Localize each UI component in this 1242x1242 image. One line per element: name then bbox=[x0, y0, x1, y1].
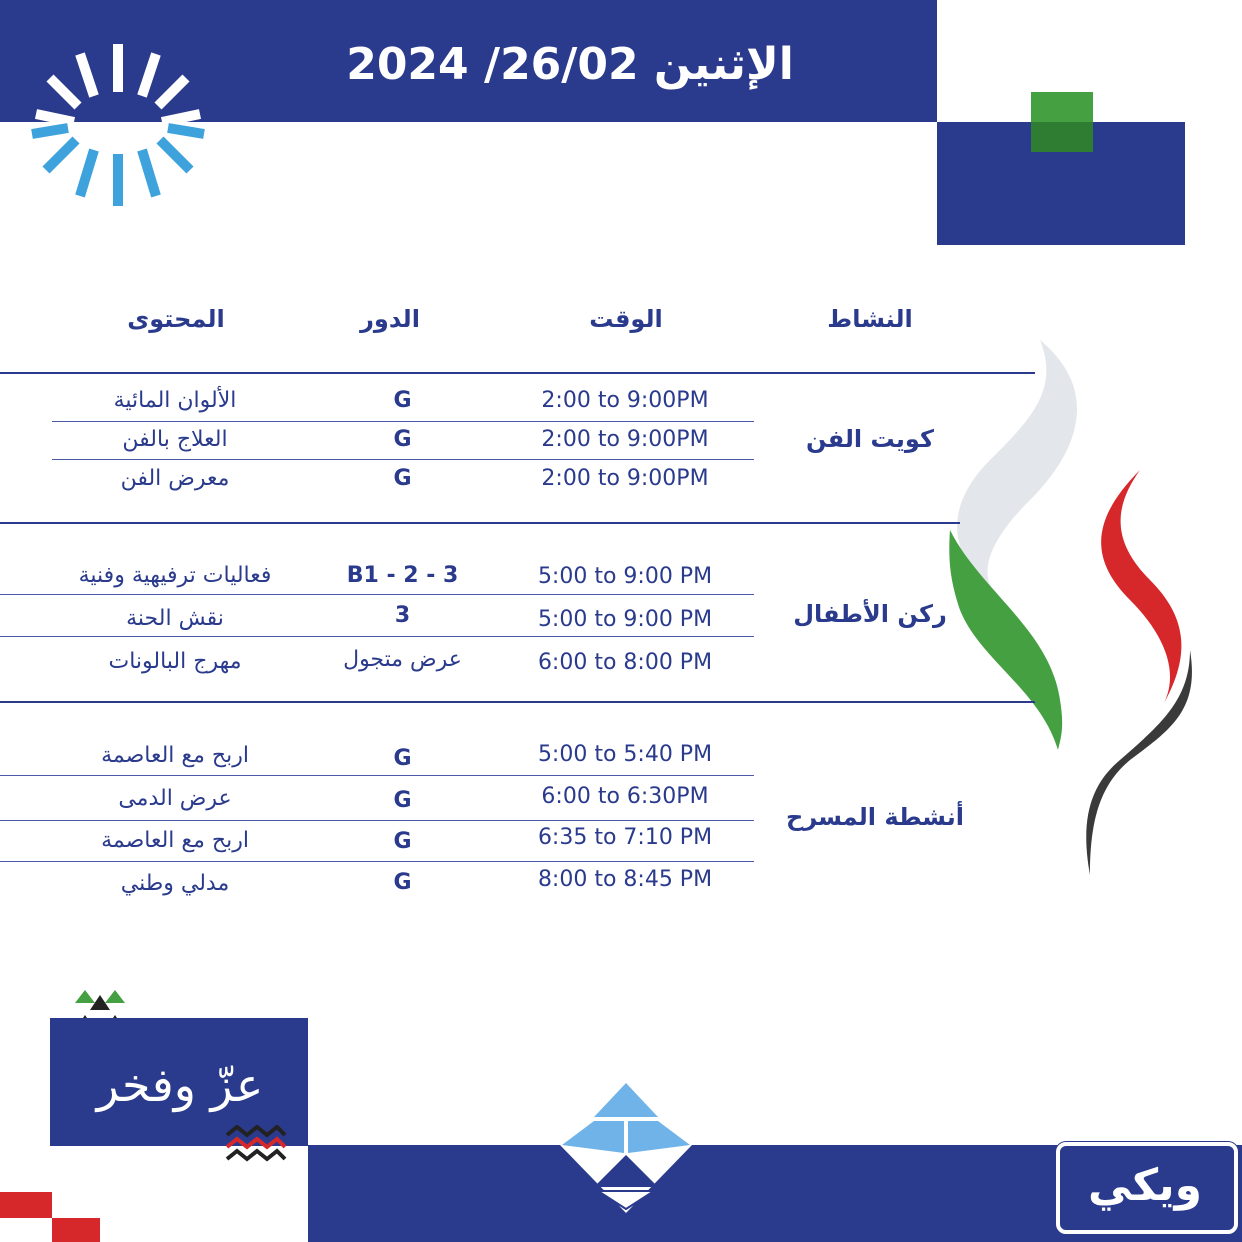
row-divider bbox=[0, 775, 754, 776]
cell-content: معرض الفن bbox=[120, 466, 230, 491]
cell-time: 5:00 to 9:00 PM bbox=[537, 564, 713, 589]
cell-content: اربح مع العاصمة bbox=[101, 828, 249, 853]
cell-time: 5:00 to 5:40 PM bbox=[537, 742, 713, 767]
cell-time: 5:00 to 9:00 PM bbox=[537, 607, 713, 632]
cell-time: 6:00 to 8:00 PM bbox=[537, 650, 713, 675]
cell-floor: عرض متجول bbox=[343, 647, 462, 672]
section-divider bbox=[0, 372, 1035, 374]
section-divider bbox=[0, 522, 960, 524]
cell-content: فعاليات ترفيهية وفنية bbox=[78, 563, 272, 588]
cell-content: اربح مع العاصمة bbox=[101, 743, 249, 768]
row-divider bbox=[0, 594, 754, 595]
column-content: المحتوى bbox=[127, 305, 225, 333]
cell-content: عرض الدمى bbox=[118, 786, 232, 811]
row-divider bbox=[52, 421, 754, 422]
cell-floor: G bbox=[393, 788, 412, 813]
flag-flame-decoration bbox=[940, 330, 1210, 890]
activity-label: أنشطة المسرح bbox=[786, 803, 964, 831]
cell-content: مهرج البالونات bbox=[108, 649, 242, 674]
column-activity: النشاط bbox=[827, 305, 913, 333]
cell-floor: B1 - 2 - 3 bbox=[346, 563, 459, 588]
column-time: الوقت bbox=[589, 305, 663, 333]
cell-time: 6:00 to 6:30PM bbox=[541, 784, 709, 809]
cell-time: 2:00 to 9:00PM bbox=[541, 427, 709, 452]
row-divider bbox=[52, 459, 754, 460]
cell-content: العلاج بالفن bbox=[122, 427, 228, 452]
column-floor: الدور bbox=[360, 305, 420, 333]
cell-content: الألوان المائية bbox=[113, 388, 237, 413]
logo-text: عزّ وفخر bbox=[96, 1058, 264, 1112]
row-divider bbox=[0, 861, 754, 862]
row-divider bbox=[0, 820, 754, 821]
cell-floor: G bbox=[393, 829, 412, 854]
cell-content: مدلي وطني bbox=[120, 871, 230, 896]
cell-floor: G bbox=[393, 746, 412, 771]
cell-floor: G bbox=[393, 466, 412, 491]
cell-content: نقش الحنة bbox=[126, 606, 224, 631]
watermark-text: ويكي bbox=[1088, 1160, 1202, 1211]
cell-time: 2:00 to 9:00PM bbox=[541, 388, 709, 413]
cell-floor: G bbox=[393, 427, 412, 452]
activity-label: ركن الأطفال bbox=[793, 600, 947, 628]
cell-floor: 3 bbox=[394, 603, 411, 628]
activity-label: كويت الفن bbox=[806, 425, 934, 453]
cell-time: 8:00 to 8:45 PM bbox=[537, 867, 713, 892]
cell-time: 6:35 to 7:10 PM bbox=[537, 825, 713, 850]
section-divider bbox=[0, 701, 1035, 703]
row-divider bbox=[0, 636, 754, 637]
page-title: الإثنين 26/02/ 2024 bbox=[346, 39, 794, 90]
decor-red-block bbox=[52, 1218, 100, 1242]
decor-red-block bbox=[0, 1192, 52, 1218]
cell-time: 2:00 to 9:00PM bbox=[541, 466, 709, 491]
decor-green-square-dark bbox=[1031, 122, 1093, 152]
starburst-logo bbox=[28, 36, 208, 216]
zigzag-icon bbox=[225, 1125, 287, 1167]
cell-floor: G bbox=[393, 870, 412, 895]
cell-floor: G bbox=[393, 388, 412, 413]
diamond-logo-icon bbox=[558, 1075, 694, 1215]
